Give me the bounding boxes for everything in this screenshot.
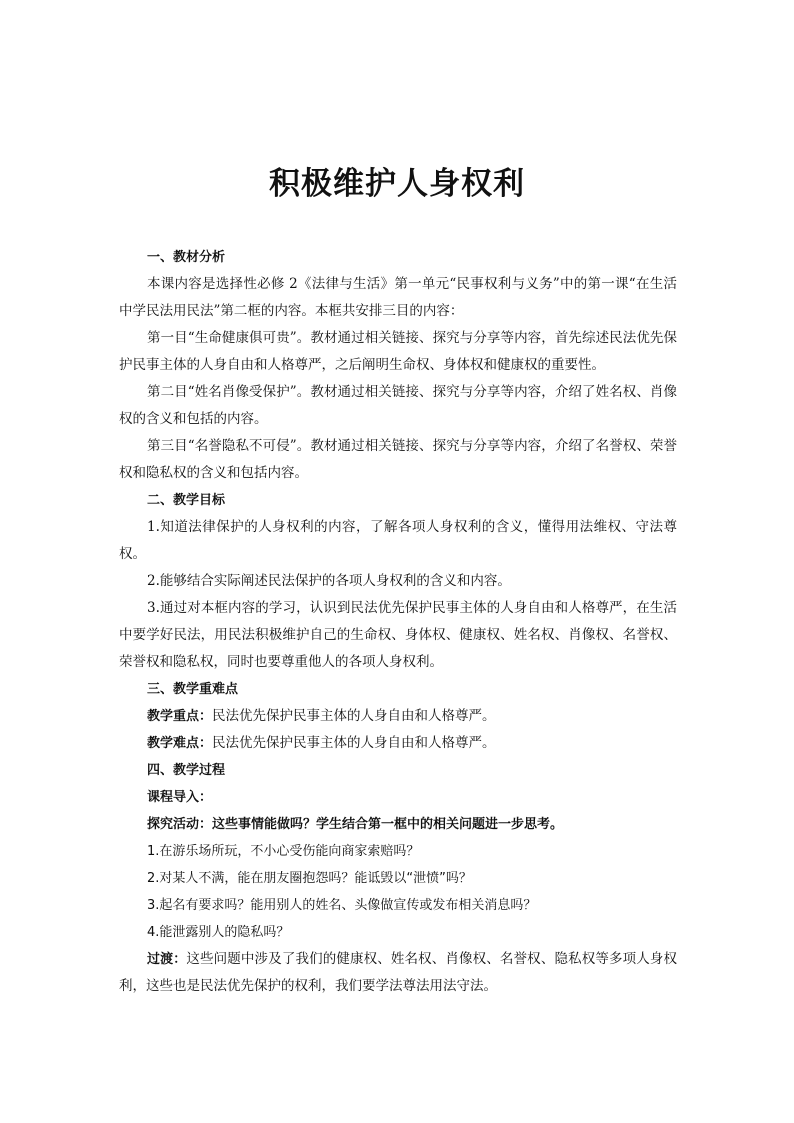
section-heading-teaching-goals: 二、教学目标 — [147, 493, 226, 508]
key-point-label: 教学重点： — [147, 709, 213, 724]
transition-paragraph — [119, 946, 677, 1000]
goal-item: 1.知道法律保护的人身权利的内容，了解各项人身权利的含义，懂得用法维权、守法尊权。 — [119, 519, 677, 562]
difficulty-label: 教学难点： — [147, 736, 213, 751]
inquiry-activity: 探究活动：这些事情能做吗？学生结合第一框中的相关问题进一步思考。 — [147, 817, 564, 832]
question-item: 1.在游乐场所玩，不小心受伤能向商家索赔吗？ — [147, 844, 420, 859]
question-item: 2.对某人不满，能在朋友圈抱怨吗？能诋毁以“泄愤”吗？ — [147, 871, 472, 886]
question-item: 4.能泄露别人的隐私吗？ — [147, 925, 290, 940]
document-body — [119, 244, 677, 1000]
section-heading-textbook-analysis: 一、教材分析 — [147, 250, 226, 265]
transition-text: 这些问题中涉及了我们的健康权、姓名权、肖像权、名誉权、隐私权等多项人身权利，这些也是民法优先保护的权利，我们要学法尊法用法守法。 — [119, 951, 677, 994]
section-heading-key-points: 三、教学重难点 — [147, 682, 239, 697]
difficulty-text: 民法优先保护民事主体的人身自由和人格尊严。 — [212, 735, 496, 751]
key-point-text: 民法优先保护民事主体的人身自由和人格尊严。 — [212, 708, 496, 724]
goal-item: 2.能够结合实际阐述民法保护的各项人身权利的含义和内容。 — [147, 573, 511, 589]
paragraph: 第二目“姓名肖像受保护”。教材通过相关链接、探究与分享等内容，介绍了姓名权、肖像权的含义和包括的内容。 — [119, 384, 677, 427]
goal-item: 3.通过对本框内容的学习，认识到民法优先保护民事主体的人身自由和人格尊严，在生活中要学好民法，用民法积极维护自己的生命权、身体权、健康权、姓名权、肖像权、名誉权、荣誉权和隐私权，同时也要尊重他人的各项人身权利。 — [119, 600, 677, 670]
difficulty-line — [119, 730, 677, 757]
paragraph: 本课内容是选择性必修 2《法律与生活》第一单元“民事权利与义务”中的第一课“在生活中学民法用民法”第二框的内容。本框共安排三目的内容： — [119, 276, 677, 319]
section-heading-teaching-process: 四、教学过程 — [147, 763, 226, 778]
course-intro-label: 课程导入： — [147, 790, 213, 805]
transition-label: 过渡： — [147, 952, 187, 967]
paragraph: 第一目“生命健康俱可贵”。教材通过相关链接、探究与分享等内容，首先综述民法优先保护民事主体的人身自由和人格尊严，之后阐明生命权、身体权和健康权的重要性。 — [119, 330, 677, 373]
document-title: 积极维护人身权利 — [269, 166, 525, 202]
question-item: 3.起名有要求吗？能用别人的姓名、头像做宣传或发布相关消息吗？ — [147, 898, 537, 913]
key-point-line — [119, 703, 677, 730]
paragraph: 第三目“名誉隐私不可侵”。教材通过相关链接、探究与分享等内容，介绍了名誉权、荣誉权和隐私权的含义和包括内容。 — [119, 438, 677, 481]
